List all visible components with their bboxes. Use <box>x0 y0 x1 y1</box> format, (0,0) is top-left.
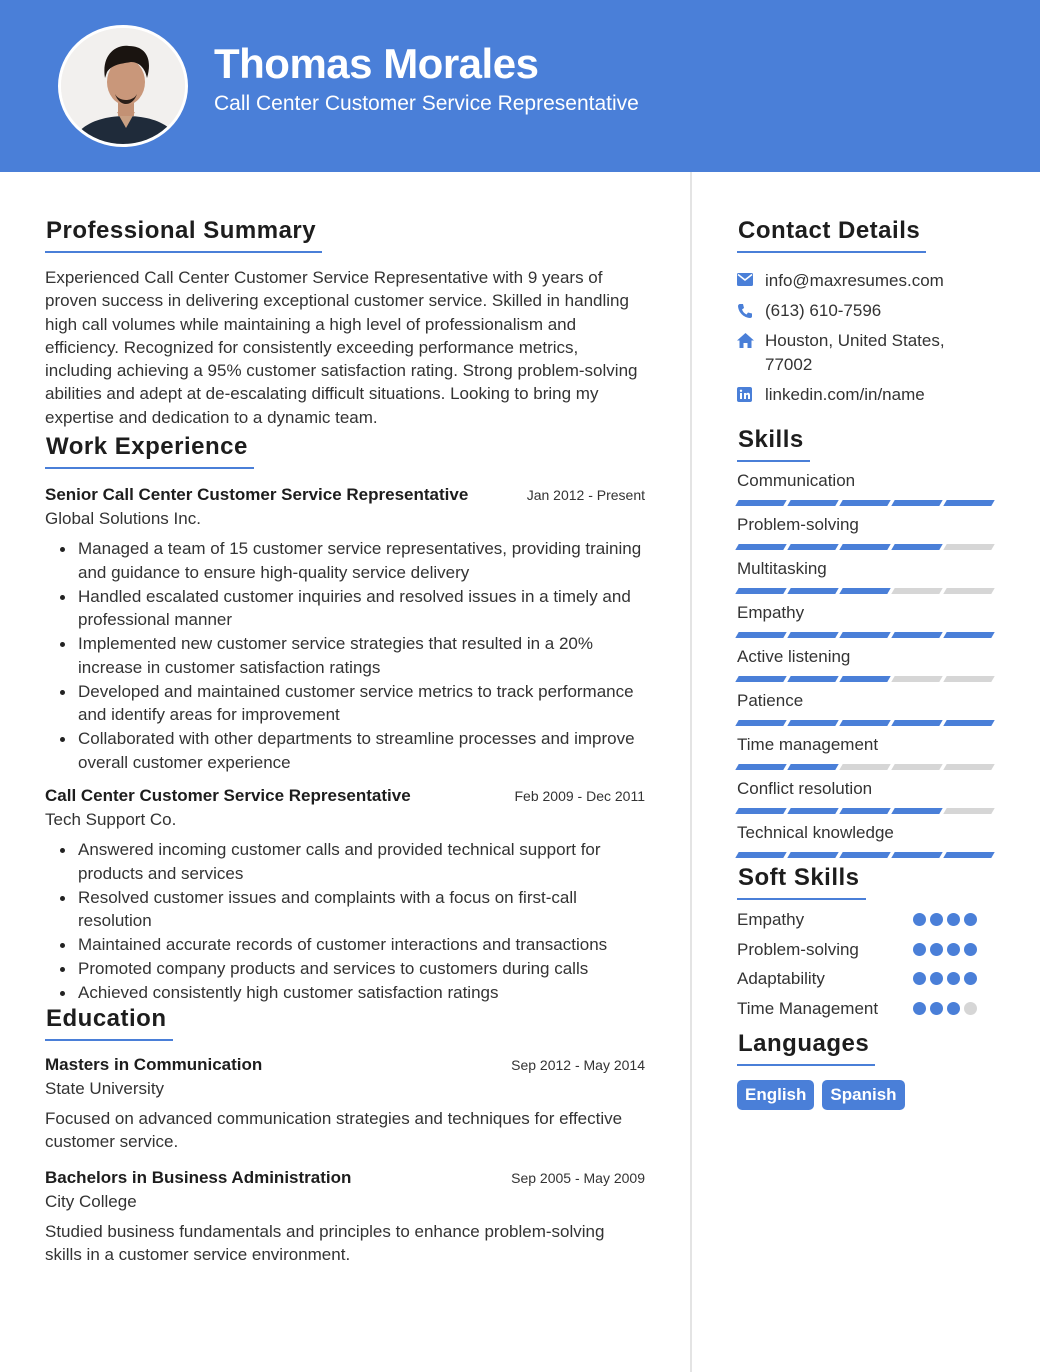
education-section <box>45 1005 645 1266</box>
skill-level-segment <box>891 676 942 682</box>
rating-dot <box>913 913 926 926</box>
education-entry <box>45 1168 645 1267</box>
school-name: State University <box>45 1079 165 1099</box>
person-photo-icon <box>61 28 188 147</box>
skill-level-segment <box>943 632 994 638</box>
skill-level-bar <box>737 852 993 858</box>
summary-text: Experienced Call Center Customer Service Representative with 9 years of proven success in delivering exceptional customer service. Skilled in handling high call volumes while maintaining a high level of professionalism and efficiency. Recognized for consistently exceeding performance metrics, including achieving a 95% customer satisfaction rating. Strong problem-solving abilities and adept at de-escalating difficult situations. Looking to bring my expertise and dedication to a dynamic team. <box>45 268 638 427</box>
envelope-icon <box>737 269 765 286</box>
school-name: City College <box>45 1191 137 1211</box>
job-company: Global Solutions Inc. <box>45 509 201 529</box>
list-item: Resolved customer issues and complaints with a focus on first-call resolution <box>78 886 645 933</box>
sidebar-column <box>737 172 997 1110</box>
rating-dot <box>964 943 977 956</box>
skill-level-segment <box>839 544 890 550</box>
rating-dot <box>930 972 943 985</box>
skill-level-bar <box>737 720 993 726</box>
skill-name: Patience <box>737 691 804 710</box>
skill-level-bar <box>737 764 993 770</box>
job-title: Senior Call Center Customer Service Representative <box>45 485 469 505</box>
skill-level-segment <box>787 764 838 770</box>
skill-level-segment <box>943 500 994 506</box>
skill-level-segment <box>735 588 786 594</box>
skill-item <box>737 779 997 814</box>
skill-name: Communication <box>737 471 856 490</box>
soft-skill-name: Adaptability <box>737 969 825 988</box>
skill-level-segment <box>891 588 942 594</box>
skill-level-segment <box>839 500 890 506</box>
skill-level-segment <box>839 808 890 814</box>
skill-level-segment <box>839 720 890 726</box>
soft-skill-rating <box>913 908 977 932</box>
skill-level-bar <box>737 544 993 550</box>
skill-item <box>737 735 997 770</box>
skill-level-segment <box>787 544 838 550</box>
skill-name: Multitasking <box>737 559 827 578</box>
list-item: Managed a team of 15 customer service representatives, providing training and guidance to ensure high-quality service delivery <box>78 537 645 584</box>
rating-dot <box>964 913 977 926</box>
skill-name: Active listening <box>737 647 851 666</box>
job-bullets <box>45 838 645 1005</box>
skills-section <box>737 426 997 858</box>
job-date: Feb 2009 - Dec 2011 <box>514 788 645 805</box>
job-bullets <box>45 537 645 774</box>
contact-linkedin[interactable] <box>737 383 997 407</box>
soft-skill-item <box>737 997 977 1021</box>
skill-level-segment <box>735 764 786 770</box>
rating-dot <box>947 943 960 956</box>
list-item: Collaborated with other departments to streamline processes and improve overall customer experience <box>78 727 645 774</box>
skill-level-segment <box>735 500 786 506</box>
rating-dot <box>913 943 926 956</box>
candidate-name: Thomas Morales <box>214 40 539 87</box>
skill-level-bar <box>737 500 993 506</box>
skill-level-segment <box>787 852 838 858</box>
main-column <box>45 172 645 1266</box>
skill-level-segment <box>943 852 994 858</box>
rating-dot <box>964 1002 977 1015</box>
soft-skill-name: Time Management <box>737 998 879 1018</box>
skill-level-segment <box>943 720 994 726</box>
column-divider <box>690 172 692 1372</box>
list-item: Achieved consistently high customer satisfaction ratings <box>78 981 645 1005</box>
skill-level-segment <box>839 852 890 858</box>
skill-level-segment <box>839 588 890 594</box>
skill-level-segment <box>735 808 786 814</box>
skill-level-segment <box>735 632 786 638</box>
email-text: info@maxresumes.com <box>765 271 944 290</box>
experience-section <box>45 433 645 1005</box>
degree-date: Sep 2012 - May 2014 <box>511 1057 645 1074</box>
header <box>0 0 1040 172</box>
skill-level-segment <box>735 720 786 726</box>
skill-name: Problem-solving <box>737 515 859 534</box>
phone-text: (613) 610-7596 <box>765 301 882 320</box>
list-item: Promoted company products and services to customers during calls <box>78 957 645 981</box>
section-heading: Skills <box>737 426 810 462</box>
section-heading: Languages <box>737 1030 875 1066</box>
soft-skill-name: Empathy <box>737 910 805 929</box>
rating-dot <box>930 913 943 926</box>
section-heading: Soft Skills <box>737 864 866 900</box>
skill-item <box>737 559 997 594</box>
languages-section <box>737 1030 997 1110</box>
soft-skill-item <box>737 908 977 932</box>
contact-email[interactable] <box>737 269 997 293</box>
profile-photo <box>58 25 188 147</box>
rating-dot <box>964 972 977 985</box>
list-item: Implemented new customer service strategies that resulted in a 20% increase in customer satisfaction ratings <box>78 632 645 679</box>
language-badge: English <box>737 1080 814 1110</box>
skill-level-bar <box>737 808 993 814</box>
skill-level-segment <box>943 676 994 682</box>
skill-level-segment <box>891 544 942 550</box>
skill-name: Technical knowledge <box>737 823 894 842</box>
skill-level-segment <box>943 544 994 550</box>
skill-level-segment <box>943 588 994 594</box>
skill-level-segment <box>787 588 838 594</box>
phone-icon <box>737 299 765 319</box>
skill-level-segment <box>891 500 942 506</box>
contact-phone[interactable] <box>737 299 997 323</box>
soft-skill-name: Problem-solving <box>737 939 859 959</box>
skill-level-segment <box>735 852 786 858</box>
soft-skills-section <box>737 864 997 1020</box>
job-date: Jan 2012 - Present <box>526 487 645 504</box>
degree-date: Sep 2005 - May 2009 <box>511 1169 645 1186</box>
linkedin-text: linkedin.com/in/name <box>765 384 925 404</box>
skill-level-segment <box>891 632 942 638</box>
section-heading: Professional Summary <box>45 217 322 253</box>
skill-level-segment <box>787 720 838 726</box>
skill-item <box>737 691 997 726</box>
rating-dot <box>930 1002 943 1015</box>
skill-item <box>737 647 997 682</box>
soft-skill-item <box>737 967 977 991</box>
skill-level-segment <box>943 764 994 770</box>
job-title: Call Center Customer Service Representative <box>45 786 411 806</box>
skill-level-segment <box>735 676 786 682</box>
skill-item <box>737 515 997 550</box>
rating-dot <box>947 972 960 985</box>
section-heading: Work Experience <box>45 433 254 469</box>
skill-level-bar <box>737 588 993 594</box>
skill-item <box>737 471 997 506</box>
candidate-title: Call Center Customer Service Representative <box>214 92 639 115</box>
skill-item <box>737 603 997 638</box>
skill-level-segment <box>839 632 890 638</box>
skill-level-segment <box>891 720 942 726</box>
language-badge: Spanish <box>822 1080 904 1110</box>
soft-skill-rating <box>913 938 977 962</box>
skill-name: Conflict resolution <box>737 779 873 798</box>
skill-name: Time management <box>737 735 879 754</box>
skill-level-segment <box>787 808 838 814</box>
rating-dot <box>947 1002 960 1015</box>
section-heading: Contact Details <box>737 217 926 253</box>
skill-level-segment <box>787 500 838 506</box>
rating-dot <box>913 1002 926 1015</box>
skill-name: Empathy <box>737 603 805 622</box>
skill-level-segment <box>787 676 838 682</box>
list-item: Answered incoming customer calls and provided technical support for products and services <box>78 838 645 885</box>
soft-skill-item <box>737 938 977 962</box>
summary-section <box>45 217 645 429</box>
skill-level-segment <box>943 808 994 814</box>
list-item: Handled escalated customer inquiries and resolved issues in a timely and professional manner <box>78 585 645 632</box>
contact-location <box>737 329 997 376</box>
degree-title: Bachelors in Business Administration <box>45 1167 352 1187</box>
soft-skill-rating <box>913 967 977 991</box>
soft-skill-rating <box>913 997 977 1021</box>
rating-dot <box>947 913 960 926</box>
skill-level-bar <box>737 676 993 682</box>
skill-level-segment <box>735 544 786 550</box>
linkedin-icon <box>737 383 765 402</box>
degree-title: Masters in Communication <box>45 1055 263 1075</box>
degree-description: Focused on advanced communication strategies and techniques for effective customer service. <box>45 1109 623 1152</box>
skill-level-bar <box>737 632 993 638</box>
skill-level-segment <box>891 764 942 770</box>
job-entry <box>45 786 645 1005</box>
skill-item <box>737 823 997 858</box>
education-entry <box>45 1055 645 1154</box>
job-entry <box>45 485 645 774</box>
rating-dot <box>930 943 943 956</box>
skill-level-segment <box>891 808 942 814</box>
skill-level-segment <box>787 632 838 638</box>
location-text: Houston, United States, 77002 <box>765 331 945 374</box>
contact-section <box>737 217 997 406</box>
home-icon <box>737 329 765 348</box>
job-company: Tech Support Co. <box>45 810 177 830</box>
rating-dot <box>913 972 926 985</box>
skill-level-segment <box>839 764 890 770</box>
skill-level-segment <box>891 852 942 858</box>
skill-level-segment <box>839 676 890 682</box>
section-heading: Education <box>45 1005 173 1041</box>
list-item: Maintained accurate records of customer interactions and transactions <box>78 933 645 957</box>
list-item: Developed and maintained customer service metrics to track performance and identify areas for improvement <box>78 680 645 727</box>
degree-description: Studied business fundamentals and principles to enhance problem-solving skills in a customer service environment. <box>45 1221 605 1264</box>
